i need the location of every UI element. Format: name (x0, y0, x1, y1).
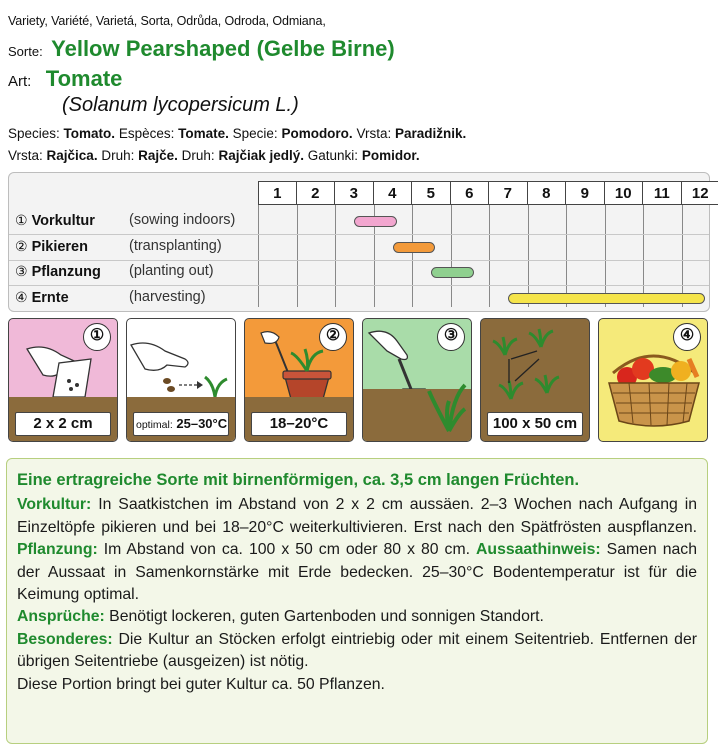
activity-number: ③ (15, 263, 28, 279)
species-lang-label: Druh: (181, 148, 215, 163)
activity-row (9, 235, 709, 261)
activity-bar (393, 242, 436, 253)
variety-multilingual-label: Variety, Variété, Varietá, Sorta, Odrůda, Odroda, Odmiana, (8, 14, 326, 28)
temperature-value: 25–30°C (176, 416, 228, 431)
month-header-10: 10 (605, 181, 644, 205)
species-lang-label: Espèces: (118, 126, 175, 141)
keyword-besonderes: Besonderes: (17, 630, 113, 648)
activity-name-de: Pflanzung (31, 264, 101, 280)
pictogram-planting-out (362, 318, 472, 442)
text-besonderes: Die Kultur an Stöcken erfolgt eintriebig oder mit einem Seitentrieb. Entfernen der übrigen Seitentriebe (ausgeizen) ist nötig. (17, 630, 697, 671)
keyword-pflanzung: Pflanzung: (17, 541, 98, 559)
month-header-5: 5 (412, 181, 451, 205)
spacing-label: 100 x 50 cm (487, 412, 583, 436)
activity-name-en: (sowing indoors) (129, 212, 236, 228)
activity-bar (354, 216, 397, 227)
portion-note: Diese Portion bringt bei guter Kultur ca. 50 Pflanzen. (17, 675, 385, 693)
step-badge: ① (83, 323, 111, 351)
month-header-2: 2 (297, 181, 336, 205)
species-name: Tomate. (178, 126, 229, 141)
activity-row (9, 286, 709, 311)
month-header-9: 9 (566, 181, 605, 205)
species-name: Rajče. (138, 148, 178, 163)
species-name: Rajčica. (46, 148, 98, 163)
month-header-4: 4 (374, 181, 413, 205)
ansprueche-paragraph (17, 606, 697, 628)
month-header-6: 6 (451, 181, 490, 205)
description-headline: Eine ertragreiche Sorte mit birnenförmigen, ca. 3,5 cm langen Früchten. (17, 471, 580, 489)
activity-label (15, 237, 222, 255)
keyword-ansprueche: Ansprüche: (17, 608, 105, 626)
latin-name: (Solanum lycopersicum L.) (62, 94, 299, 116)
activity-label (15, 263, 214, 280)
activity-bar (508, 293, 705, 304)
keyword-aussaathinweis: Aussaathinweis: (476, 541, 601, 559)
activity-name-de: Ernte (31, 289, 69, 306)
step-badge: ② (319, 323, 347, 351)
art-name: Tomate (45, 66, 123, 91)
sowing-calendar (8, 172, 710, 312)
species-lang-label: Vrsta: (356, 126, 392, 141)
species-line-1 (8, 124, 466, 144)
vorkultur-paragraph (17, 494, 697, 606)
species-lang-label: Species: (8, 126, 60, 141)
variety-row (8, 36, 395, 62)
activity-number: ④ (15, 288, 28, 305)
besonderes-paragraph (17, 629, 697, 674)
activity-label (15, 212, 236, 229)
activity-bar (431, 267, 474, 278)
pictogram-transplanting (244, 318, 354, 442)
month-header-12: 12 (682, 181, 718, 205)
species-name: Pomidor. (361, 148, 420, 163)
activity-name-en: (harvesting) (129, 288, 206, 305)
activity-number: ① (15, 212, 28, 228)
activity-name-de: Pikieren (31, 238, 88, 255)
art-label: Art: (8, 73, 32, 90)
sowing-hand-icon (9, 319, 118, 399)
text-vorkultur: In Saatkistchen im Abstand von 2 x 2 cm aussäen. 2–3 Wochen nach Aufgang in Einzeltöpfe pikieren und bei 18–20°C weiterkultivieren. Erst nach den Spätfrösten auspflanzen. (17, 496, 697, 536)
keyword-vorkultur: Vorkultur: (17, 496, 92, 514)
species-lang-label: Vrsta: (8, 148, 43, 163)
step-badge: ④ (673, 323, 701, 351)
species-name: Paradižnik. (394, 126, 467, 141)
spacing-label: 2 x 2 cm (15, 412, 111, 436)
optimal-prefix: optimal: (136, 419, 173, 431)
plant-spacing-icon (481, 319, 590, 419)
text-ansprueche: Benötigt lockeren, guten Gartenboden und sonnigen Standort. (104, 608, 544, 626)
species-lang-label: Gatunki: (307, 148, 359, 163)
seed-hand-icon (127, 319, 236, 399)
pictogram-harvest (598, 318, 708, 442)
temperature-label (133, 412, 229, 436)
month-header-11: 11 (643, 181, 682, 205)
temperature-label: 18–20°C (251, 412, 347, 436)
step-badge: ③ (437, 323, 465, 351)
activity-number: ② (15, 237, 28, 254)
species-lang-label: Specie: (232, 126, 278, 141)
text-pflanzung: Im Abstand von ca. 100 x 50 cm oder 80 x 80 cm. (97, 541, 477, 559)
activity-row (9, 260, 709, 286)
activity-row (9, 209, 709, 235)
activity-name-en: (planting out) (129, 263, 214, 279)
text-aussaathinweis: Samen nach der Aussaat in Samenkornstärke mit Erde bedecken. 25–30°C Bodentemperatur ist für die Keimung optimal. (17, 541, 697, 604)
young-plant-icon (363, 319, 472, 442)
month-header-1: 1 (258, 181, 297, 205)
month-header-8: 8 (528, 181, 567, 205)
month-header-3: 3 (335, 181, 374, 205)
activity-name-en: (transplanting) (129, 237, 222, 254)
species-name: Rajčiak jedlý. (218, 148, 305, 163)
activity-name-de: Vorkultur (31, 213, 95, 229)
species-lang-label: Druh: (101, 148, 135, 163)
art-row (8, 66, 122, 92)
activity-label (15, 288, 206, 306)
pictogram-sowing (8, 318, 118, 442)
species-name: Tomato. (63, 126, 116, 141)
species-name: Pomodoro. (281, 126, 353, 141)
description-box (6, 458, 708, 744)
pot-plant-icon (245, 319, 354, 399)
pictogram-germination (126, 318, 236, 442)
species-line-2 (8, 146, 420, 166)
variety-name: Yellow Pearshaped (Gelbe Birne) (51, 36, 395, 61)
sorte-label: Sorte: (8, 44, 43, 59)
harvest-basket-icon (599, 319, 708, 442)
month-header-7: 7 (489, 181, 528, 205)
pictogram-spacing (480, 318, 590, 442)
